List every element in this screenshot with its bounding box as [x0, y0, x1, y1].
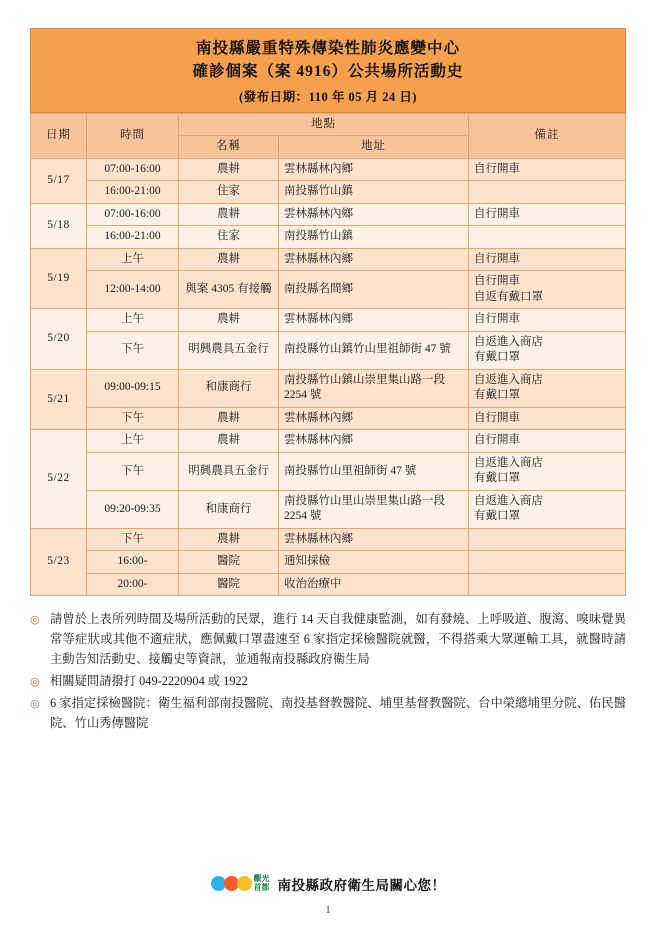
cell-place-name: 農耕 [179, 430, 279, 453]
table-row [31, 181, 626, 204]
cell-time: 09:20-09:35 [87, 490, 179, 528]
column-header-date: 日期 [31, 113, 87, 158]
cell-time: 上午 [87, 430, 179, 453]
cell-note: 自行開車 [469, 309, 626, 332]
table-row [31, 248, 626, 271]
activity-history-table [30, 113, 626, 597]
cell-note: 自行開車 [469, 430, 626, 453]
title-publish-date: (發布日期：110 年 05 月 24 日) [238, 89, 417, 104]
cell-place-address: 收治治療中 [279, 573, 469, 596]
footer-slogan: 南投縣政府衛生局關心您！ [277, 877, 446, 893]
cell-date: 5/22 [31, 430, 87, 529]
note-item [30, 672, 626, 692]
cell-time: 09:00-09:15 [87, 369, 179, 407]
cell-note: 自行開車 [469, 203, 626, 226]
cell-note: 自行開車 自返有戴口罩 [469, 271, 626, 309]
table-header-row-1 [31, 113, 626, 136]
cell-place-name: 和康商行 [179, 490, 279, 528]
cell-place-name: 農耕 [179, 309, 279, 332]
nantou-tourism-logo-icon [211, 875, 270, 892]
note-text: 6 家指定採檢醫院：衛生福利部南投醫院、南投基督教醫院、埔里基督教醫院、台中榮總埔里分院、佑民醫院、竹山秀傳醫院 [50, 695, 626, 730]
cell-place-address: 雲林縣林內鄉 [279, 528, 469, 551]
cell-time: 上午 [87, 309, 179, 332]
cell-note: 自返進入商店 有戴口罩 [469, 452, 626, 490]
note-text: 相關疑問請撥打 049-2220904 或 1922 [50, 674, 248, 689]
cell-place-address: 南投縣竹山鎮 [279, 181, 469, 204]
table-row [31, 407, 626, 430]
table-row [31, 430, 626, 453]
table-row [31, 551, 626, 574]
cell-note: 自行開車 [469, 158, 626, 181]
cell-place-name: 農耕 [179, 407, 279, 430]
cell-note: 自返進入商店 有戴口罩 [469, 369, 626, 407]
table-row [31, 573, 626, 596]
cell-place-name: 農耕 [179, 248, 279, 271]
cell-place-name: 明興農具五金行 [179, 452, 279, 490]
cell-note [469, 181, 626, 204]
cell-time: 12:00-14:00 [87, 271, 179, 309]
cell-place-address: 南投縣竹山鎮竹山里祖師街 47 號 [279, 331, 469, 369]
cell-time: 上午 [87, 248, 179, 271]
table-row [31, 158, 626, 181]
page-number: 1 [325, 904, 331, 916]
cell-place-name: 住家 [179, 181, 279, 204]
logo-text-bottom: 首都 [253, 882, 270, 892]
cell-time: 16:00- [87, 551, 179, 574]
cell-place-address: 雲林縣林內鄉 [279, 430, 469, 453]
cell-place-name: 明興農具五金行 [179, 331, 279, 369]
note-bullet-icon: ◎ [30, 697, 40, 710]
cell-place-address: 雲林縣林內鄉 [279, 203, 469, 226]
cell-date: 5/21 [31, 369, 87, 430]
cell-time: 07:00-16:00 [87, 158, 179, 181]
cell-note [469, 573, 626, 596]
document-title-box [30, 28, 626, 113]
notes-section [30, 610, 626, 733]
cell-time: 下午 [87, 331, 179, 369]
cell-note: 自返進入商店 有戴口罩 [469, 331, 626, 369]
cell-time: 下午 [87, 452, 179, 490]
column-header-place-name: 名稱 [179, 136, 279, 159]
cell-place-name: 農耕 [179, 158, 279, 181]
cell-note: 自返進入商店 有戴口罩 [469, 490, 626, 528]
cell-place-name: 農耕 [179, 203, 279, 226]
cell-place-address: 雲林縣林內鄉 [279, 248, 469, 271]
table-row [31, 271, 626, 309]
cell-place-name: 與案 4305 有接觸 [179, 271, 279, 309]
cell-place-address: 南投縣竹山鎮 [279, 226, 469, 249]
note-item [30, 694, 626, 734]
table-row [31, 528, 626, 551]
column-header-place-addr: 地址 [279, 136, 469, 159]
title-line-2: 確診個案（案 4916）公共場所活動史 [192, 63, 464, 81]
note-bullet-icon: ◎ [30, 614, 40, 627]
table-row [31, 490, 626, 528]
cell-place-name: 醫院 [179, 551, 279, 574]
table-row [31, 369, 626, 407]
cell-time: 16:00-21:00 [87, 181, 179, 204]
cell-time: 07:00-16:00 [87, 203, 179, 226]
cell-note [469, 528, 626, 551]
table-row [31, 226, 626, 249]
cell-time: 下午 [87, 407, 179, 430]
note-item [30, 610, 626, 670]
document-footer [0, 874, 656, 897]
column-header-note: 備註 [469, 113, 626, 158]
cell-place-address: 南投縣竹山鎮山崇里集山路一段 2254 號 [279, 369, 469, 407]
cell-date: 5/19 [31, 248, 87, 309]
cell-place-address: 雲林縣林內鄉 [279, 407, 469, 430]
cell-place-address: 南投縣竹山里祖師街 47 號 [279, 452, 469, 490]
table-row [31, 309, 626, 332]
table-row [31, 452, 626, 490]
cell-note: 自行開車 [469, 407, 626, 430]
table-row [31, 203, 626, 226]
cell-place-address: 雲林縣林內鄉 [279, 158, 469, 181]
cell-place-address: 南投縣竹山里山崇里集山路一段 2254 號 [279, 490, 469, 528]
cell-date: 5/23 [31, 528, 87, 596]
cell-time: 16:00-21:00 [87, 226, 179, 249]
table-row [31, 331, 626, 369]
cell-place-name: 農耕 [179, 528, 279, 551]
logo-text-top: 觀光 [253, 874, 270, 884]
title-line-1: 南投縣嚴重特殊傳染性肺炎應變中心 [195, 40, 460, 57]
cell-time: 20:00- [87, 573, 179, 596]
cell-note: 自行開車 [469, 248, 626, 271]
cell-place-address: 南投縣名間鄉 [279, 271, 469, 309]
note-bullet-icon: ◎ [30, 676, 40, 689]
cell-date: 5/20 [31, 309, 87, 370]
cell-note [469, 551, 626, 574]
column-header-place: 地點 [179, 113, 469, 136]
cell-place-address: 通知採檢 [279, 551, 469, 574]
cell-place-name: 和康商行 [179, 369, 279, 407]
column-header-time: 時間 [87, 113, 179, 158]
note-text: 請曾於上表所列時間及場所活動的民眾，進行 14 天自我健康監測，如有發燒、上呼吸道、腹瀉、嗅味覺異常等症狀或其他不適症狀，應佩戴口罩盡速至 6 家指定採檢醫院就醫，不得搭乘大眾運輸工具，就醫時請主動告知活動史、接觸史等資訊，並通報南投縣政府衛生局 [50, 612, 626, 667]
cell-place-address: 雲林縣林內鄉 [279, 309, 469, 332]
cell-place-name: 住家 [179, 226, 279, 249]
cell-note [469, 226, 626, 249]
cell-date: 5/17 [31, 158, 87, 203]
cell-time: 下午 [87, 528, 179, 551]
cell-date: 5/18 [31, 203, 87, 248]
cell-place-name: 醫院 [179, 573, 279, 596]
